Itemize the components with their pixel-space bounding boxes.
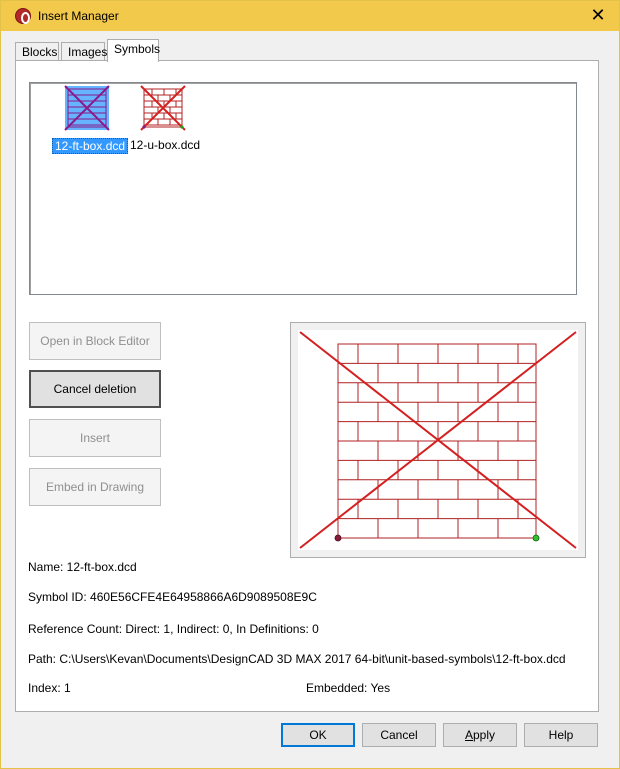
title-bar[interactable] bbox=[1, 1, 619, 31]
tab-symbols[interactable]: Symbols bbox=[107, 39, 159, 62]
cancel-deletion-button[interactable]: Cancel deletion bbox=[29, 370, 161, 408]
symbol-index: Index: 1 bbox=[28, 681, 71, 695]
insert-button[interactable]: Insert bbox=[29, 419, 161, 457]
symbol-item-12-u-box[interactable] bbox=[128, 85, 201, 152]
symbol-thumbnail-icon bbox=[140, 85, 186, 131]
symbol-thumbnail-icon bbox=[64, 85, 110, 131]
apply-mnemonic: A bbox=[464, 728, 473, 742]
symbol-path: Path: C:\Users\Kevan\Documents\DesignCAD 3D MAX 2017 64-bit\unit-based-symbols\12-ft-box.dcd bbox=[28, 652, 566, 666]
symbols-tab-panel bbox=[15, 60, 599, 712]
symbol-label: 12-u-box.dcd bbox=[130, 138, 201, 152]
cancel-button[interactable]: Cancel bbox=[362, 723, 436, 747]
embedded-status: Embedded: Yes bbox=[306, 681, 391, 695]
help-button[interactable]: Help bbox=[524, 723, 598, 747]
open-in-block-editor-button[interactable]: Open in Block Editor bbox=[29, 322, 161, 360]
symbol-item-12-ft-box[interactable] bbox=[52, 85, 126, 154]
ok-button[interactable]: OK bbox=[281, 723, 355, 747]
reference-count: Reference Count: Direct: 1, Indirect: 0, In Definitions: 0 bbox=[28, 622, 319, 636]
tab-images[interactable]: Images bbox=[61, 42, 105, 62]
apply-button[interactable] bbox=[443, 723, 517, 747]
apply-rest: pply bbox=[473, 728, 496, 742]
embed-in-drawing-button[interactable]: Embed in Drawing bbox=[29, 468, 161, 506]
symbol-label: 12-ft-box.dcd bbox=[52, 138, 128, 154]
app-icon bbox=[15, 8, 31, 24]
window-title: Insert Manager bbox=[38, 9, 119, 23]
tab-blocks[interactable]: Blocks bbox=[15, 42, 59, 62]
brick-box-preview-icon bbox=[298, 330, 578, 550]
symbol-name: Name: 12-ft-box.dcd bbox=[28, 560, 137, 574]
close-button[interactable]: ✕ bbox=[590, 5, 606, 25]
symbol-id: Symbol ID: 460E56CFE4E64958866A6D9089508E9C bbox=[28, 590, 317, 604]
symbol-preview bbox=[290, 322, 586, 558]
symbol-list[interactable] bbox=[29, 82, 577, 295]
